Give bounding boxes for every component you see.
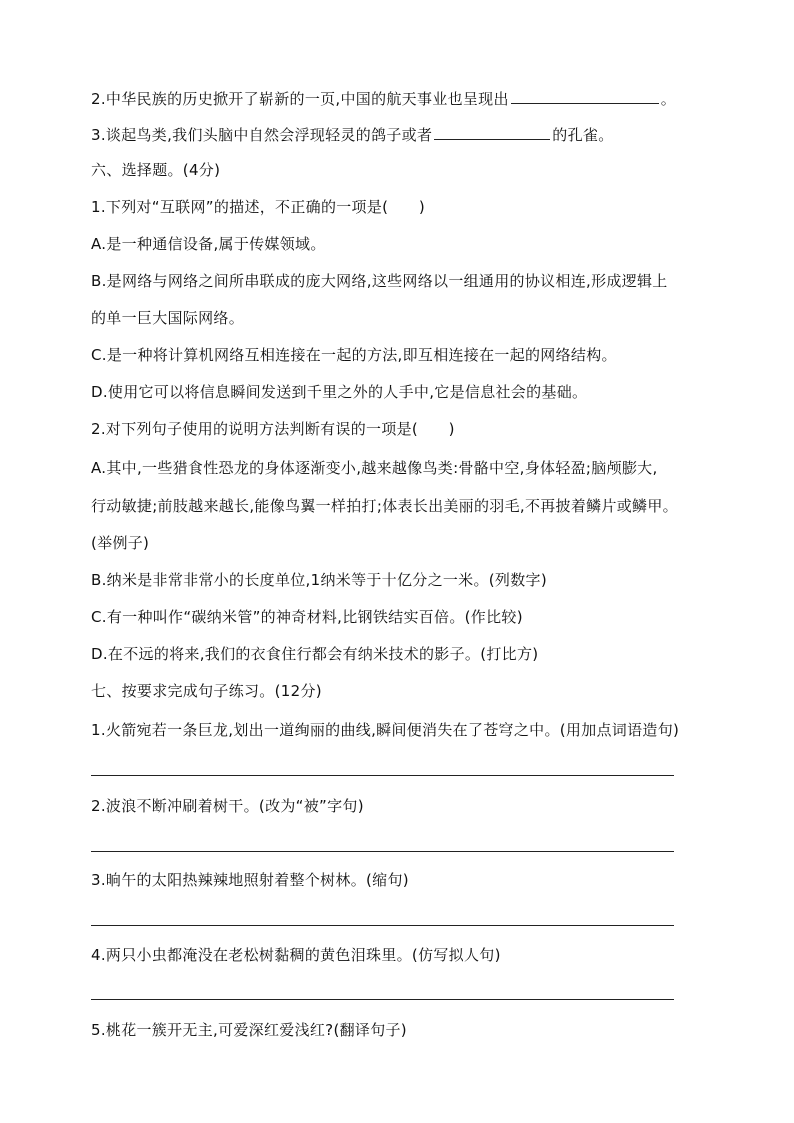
fill-in-question-3 — [91, 123, 614, 145]
exercise-item: 2.波浪不断冲刷着树干。(改为“被”字句) — [91, 797, 364, 815]
option-c[interactable]: C.是一种将计算机网络互相连接在一起的方法,即互相连接在一起的网络结构。 — [91, 346, 617, 364]
answer-blank[interactable] — [434, 123, 550, 140]
option-c[interactable]: C.有一种叫作“碳纳米管”的神奇材料,比钢铁结实百倍。(作比较) — [91, 608, 523, 626]
question-text: 2.中华民族的历史掀开了崭新的一页,中国的航天事业也呈现出 — [91, 90, 509, 108]
option-b[interactable]: B.是网络与网络之间所串联成的庞大网络,这些网络以一组通用的协议相连,形成逻辑上 — [91, 272, 668, 290]
exercise-item: 5.桃花一簇开无主,可爱深红爱浅红?(翻译句子) — [91, 1021, 407, 1039]
question-stem: 2.对下列句子使用的说明方法判断有误的一项是( ) — [91, 420, 455, 438]
answer-line[interactable] — [91, 851, 674, 852]
option-a[interactable]: A.是一种通信设备,属于传媒领域。 — [91, 235, 326, 253]
question-text-end: 。 — [660, 90, 677, 108]
option-a-method[interactable]: (举例子) — [91, 534, 150, 552]
question-text-end: 的孔雀。 — [552, 126, 614, 144]
exercise-item: 3.晌午的太阳热辣辣地照射着整个树林。(缩句) — [91, 871, 409, 889]
answer-line[interactable] — [91, 999, 674, 1000]
section-heading: 七、按要求完成句子练习。(12分) — [91, 682, 322, 700]
question-stem: 1.下列对“互联网”的描述，不正确的一项是( ) — [91, 198, 426, 216]
option-b[interactable]: B.纳米是非常非常小的长度单位,1纳米等于十亿分之一米。(列数字) — [91, 571, 547, 589]
option-a-continued[interactable]: 行动敏捷;前肢越来越长,能像鸟翼一样拍打;体表长出美丽的羽毛,不再披着鳞片或鳞甲。 — [91, 497, 678, 515]
exercise-item: 1.火箭宛若一条巨龙,划出一道绚丽的曲线,瞬间便消失在了苍穹之中。(用加点词语造句) — [91, 721, 680, 739]
option-a[interactable]: A.其中,一些猎食性恐龙的身体逐渐变小,越来越像鸟类:骨骼中空,身体轻盈;脑颅膨大, — [91, 459, 658, 477]
option-d[interactable]: D.使用它可以将信息瞬间发送到千里之外的人手中,它是信息社会的基础。 — [91, 383, 588, 401]
option-d[interactable]: D.在不远的将来,我们的衣食住行都会有纳米技术的影子。(打比方) — [91, 645, 539, 663]
answer-blank[interactable] — [511, 87, 659, 104]
answer-line[interactable] — [91, 925, 674, 926]
answer-line[interactable] — [91, 775, 674, 776]
fill-in-question-2 — [91, 87, 676, 109]
question-text: 3.谈起鸟类,我们头脑中自然会浮现轻灵的鸽子或者 — [91, 126, 433, 144]
option-b-continued[interactable]: 的单一巨大国际网络。 — [91, 309, 245, 327]
exercise-item: 4.两只小虫都淹没在老松树黏稠的黄色泪珠里。(仿写拟人句) — [91, 946, 501, 964]
section-heading: 六、选择题。(4分) — [91, 161, 221, 179]
